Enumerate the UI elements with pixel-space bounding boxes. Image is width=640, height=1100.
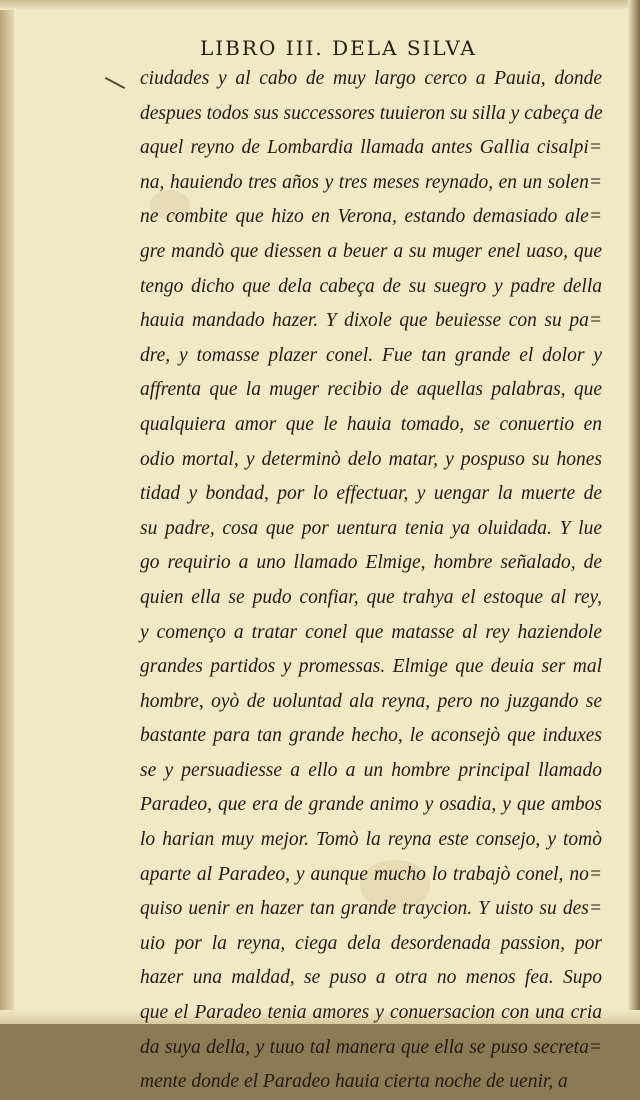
text-line: ciudades y al cabo de muy largo cerco a Pauia, donde bbox=[140, 68, 602, 89]
text-line: gre mandò que diessen a beuer a su muger enel uaso, que bbox=[140, 240, 602, 262]
text-line: y començo a tratar conel que matasse al rey haziendole bbox=[140, 621, 602, 643]
text-line: que el Paradeo tenia amores y conuersacion con una cria bbox=[140, 1002, 602, 1024]
text-line: despues todos sus successores tuuieron su silla y cabeça de bbox=[140, 102, 603, 124]
text-line: tidad y bondad, por lo effectuar, y uengar la muerte de bbox=[140, 483, 602, 505]
text-line: aquel reyno de Lombardia llamada antes Gallia cisalpi= bbox=[140, 137, 602, 159]
ink-mark bbox=[105, 77, 125, 89]
body-text bbox=[140, 62, 602, 1100]
text-line: tengo dicho que dela cabeça de su suegro y padre della bbox=[140, 275, 602, 297]
text-line: se y persuadiesse a ello a un hombre principal llamado bbox=[140, 759, 602, 781]
text-line: lo harian muy mejor. Tomò la reyna este consejo, y tomò bbox=[140, 829, 602, 851]
text-line: bastante para tan grande hecho, le aconsejò que induxes bbox=[140, 725, 602, 747]
text-line: quien ella se pudo confiar, que trahya el estoque al rey, bbox=[140, 586, 602, 608]
text-line: aparte al Paradeo, y aunque mucho lo trabajò conel, no= bbox=[140, 863, 602, 885]
text-line: go requirio a uno llamado Elmige, hombre señalado, de bbox=[140, 552, 602, 574]
text-line: da suya della, y tuuo tal manera que ella se puso secreta= bbox=[140, 1036, 602, 1058]
text-line: dre, y tomasse plazer conel. Fue tan grande el dolor y bbox=[140, 344, 602, 366]
text-line: hombre, oyò de uoluntad ala reyna, pero no juzgando se bbox=[140, 690, 602, 712]
text-line: affrenta que la muger recibio de aquellas palabras, que bbox=[140, 379, 602, 401]
text-line: uio por la reyna, ciega dela desordenada passion, por bbox=[140, 932, 602, 954]
page-top-edge bbox=[0, 0, 640, 10]
text-line: mente donde el Paradeo hauia cierta noche de uenir, a bbox=[140, 1071, 568, 1093]
text-line: hauia mandado hazer. Y dixole que beuiesse con su pa= bbox=[140, 310, 602, 332]
text-line: odio mortal, y determinò delo matar, y pospuso su hones bbox=[140, 448, 602, 470]
text-line: qualquiera amor que le hauia tomado, se conuertio en bbox=[140, 413, 602, 435]
text-line: grandes partidos y promessas. Elmige que deuia ser mal bbox=[140, 656, 602, 678]
text-line: hazer una maldad, se puso a otra no menos fea. Supo bbox=[140, 967, 602, 989]
text-line: ne combite que hizo en Verona, estando demasiado ale= bbox=[140, 206, 602, 228]
page-gutter bbox=[0, 0, 14, 1024]
text-line: Paradeo, que era de grande animo y osadia, y que ambos bbox=[140, 794, 602, 816]
text-line: quiso uenir en hazer tan grande traycion. Y uisto su des= bbox=[140, 898, 602, 920]
running-header: LIBRO III. DELA SILVA bbox=[200, 36, 477, 60]
text-line: su padre, cosa que por uentura tenia ya oluidada. Y lue bbox=[140, 517, 602, 539]
page-right-edge bbox=[628, 0, 640, 1024]
text-line: na, hauiendo tres años y tres meses reynado, en un solen= bbox=[140, 171, 602, 193]
